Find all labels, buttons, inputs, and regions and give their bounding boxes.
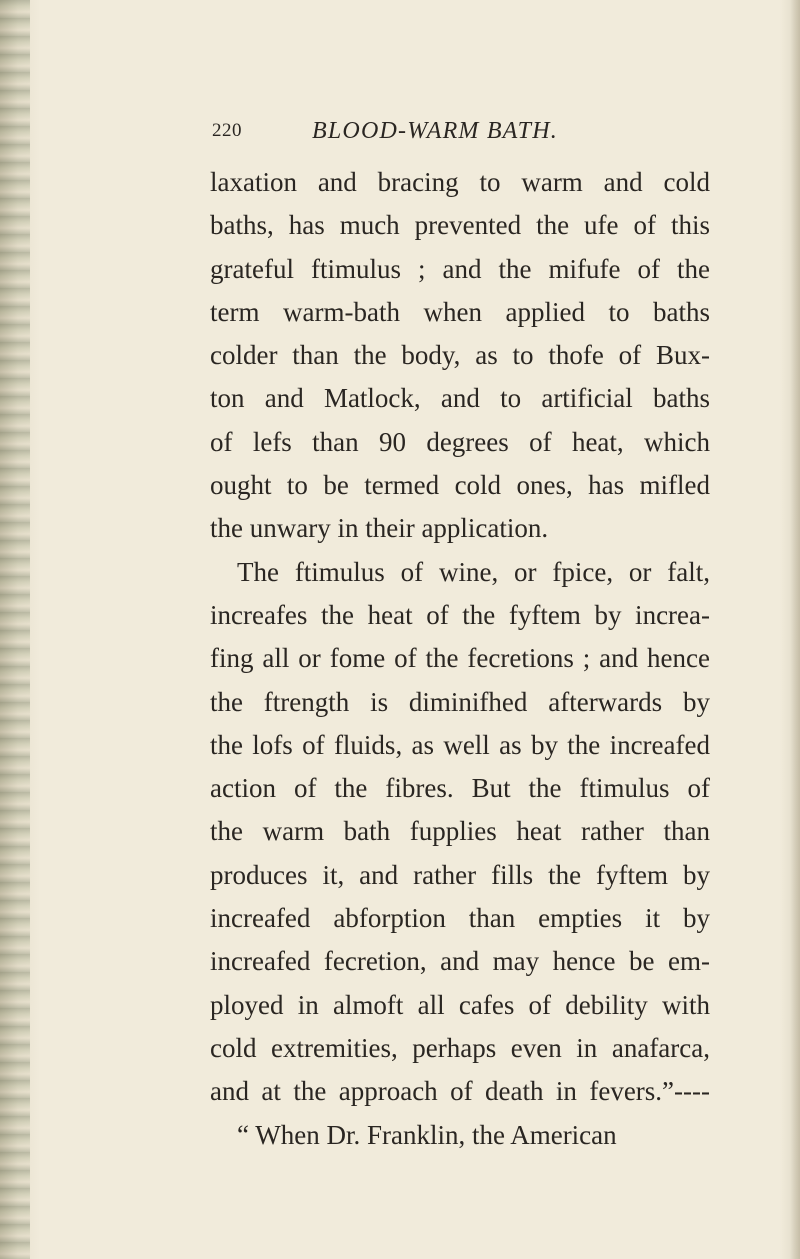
text-line: the ftrength is diminifhed afterwards by bbox=[210, 686, 710, 717]
text-line: the lofs of fluids, as well as by the increafed bbox=[210, 729, 710, 760]
text-line: action of the fibres. But the ftimulus of bbox=[210, 773, 710, 804]
text-line: cold extremities, perhaps even in anafarca, bbox=[210, 1032, 710, 1063]
text-line: “ When Dr. Franklin, the American bbox=[237, 1119, 617, 1150]
text-line: term warm-bath when applied to baths bbox=[210, 296, 710, 327]
page-binding-edge bbox=[0, 0, 30, 1259]
text-line: ployed in almoft all cafes of debility with bbox=[210, 989, 710, 1020]
text-line: baths, has much prevented the ufe of this bbox=[210, 210, 710, 241]
text-line: of lefs than 90 degrees of heat, which bbox=[210, 426, 710, 457]
text-line: produces it, and rather fills the fyftem by bbox=[210, 859, 710, 890]
text-line: increafed abforption than empties it by bbox=[210, 903, 710, 934]
running-head bbox=[0, 118, 800, 148]
text-line: the warm bath fupplies heat rather than bbox=[210, 816, 710, 847]
page-right-edge bbox=[790, 0, 800, 1259]
text-line: ought to be termed cold ones, has mifled bbox=[210, 470, 710, 501]
page-number: 220 bbox=[212, 120, 242, 141]
text-line: the unwary in their application. bbox=[210, 513, 549, 544]
text-line: The ftimulus of wine, or fpice, or falt, bbox=[237, 556, 710, 587]
body-text bbox=[210, 161, 710, 1157]
text-line: laxation and bracing to warm and cold bbox=[210, 167, 710, 197]
text-line: ton and Matlock, and to artificial baths bbox=[210, 383, 710, 414]
running-head-title: BLOOD-WARM BATH. bbox=[312, 118, 558, 144]
text-line: colder than the body, as to thofe of Bux- bbox=[210, 340, 710, 371]
text-line: and at the approach of death in fevers.”---- bbox=[210, 1076, 710, 1107]
text-line: grateful ftimulus ; and the mifufe of the bbox=[210, 253, 710, 284]
text-line: increafed fecretion, and may hence be em- bbox=[210, 946, 710, 977]
text-line: fing all or fome of the fecretions ; and hence bbox=[210, 643, 710, 674]
text-line: increafes the heat of the fyftem by increa- bbox=[210, 599, 710, 630]
